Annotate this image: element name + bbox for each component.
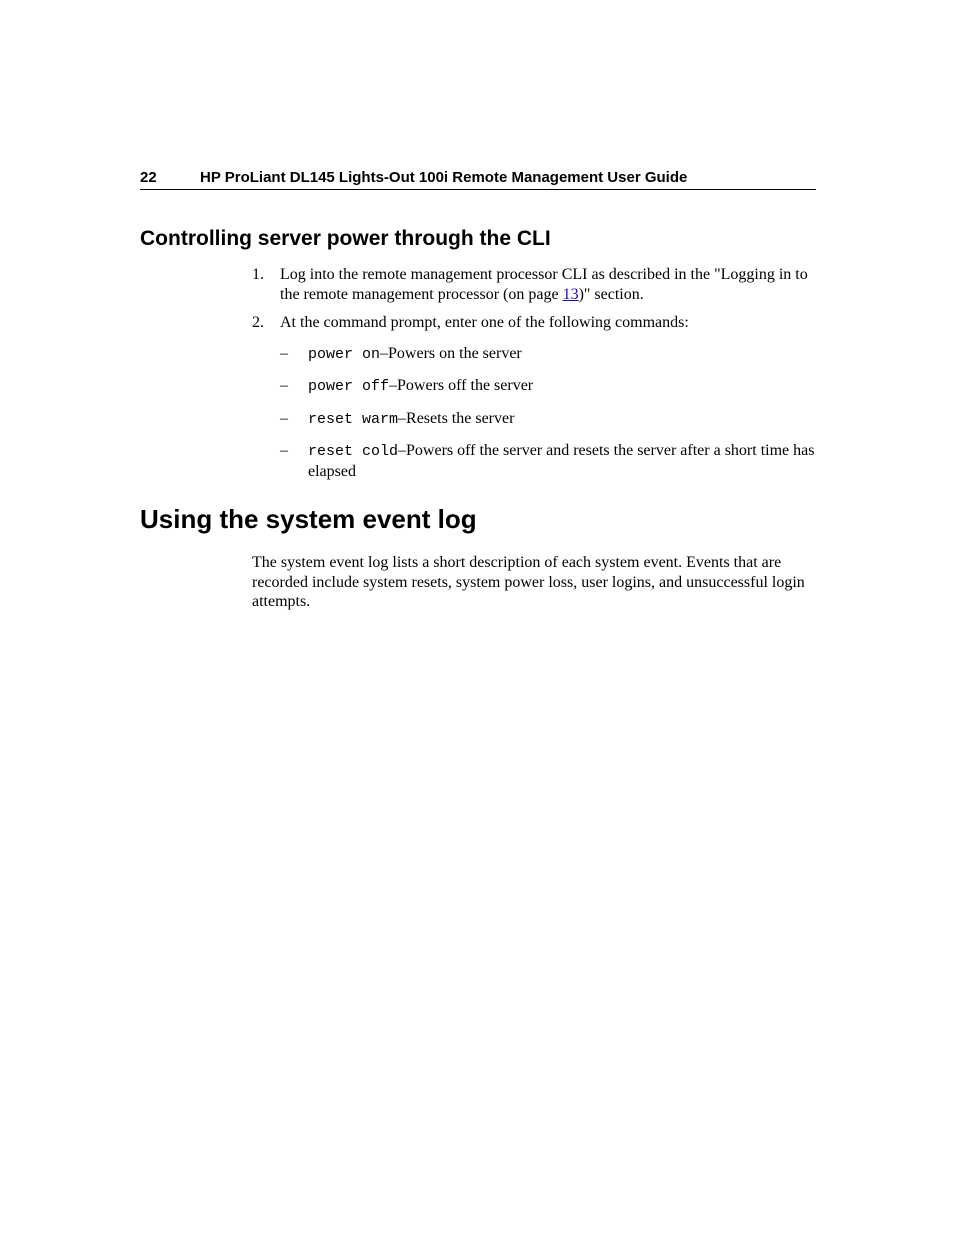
section-heading-event-log: Using the system event log	[140, 504, 477, 534]
step-text: Log into the remote management processor CLI as described in the "Logging in to the remote management processor (on page	[280, 266, 808, 303]
dash-bullet: –	[280, 377, 288, 394]
page-number: 22	[140, 169, 157, 186]
command-code: reset cold	[308, 443, 399, 460]
command-item	[280, 441, 822, 481]
command-item	[280, 409, 822, 430]
command-item	[280, 376, 822, 397]
running-header	[140, 168, 816, 190]
step-1	[252, 265, 822, 304]
command-description: –Powers on the server	[380, 344, 522, 362]
document-title: HP ProLiant DL145 Lights-Out 100i Remote Management User Guide	[200, 169, 688, 186]
dash-bullet: –	[280, 409, 288, 427]
dash-bullet: –	[280, 344, 288, 362]
command-code: power off	[308, 378, 390, 395]
step-number: 2.	[252, 314, 264, 331]
page-reference-link[interactable]: 13	[562, 285, 579, 303]
step-text-end: )" section.	[578, 285, 644, 303]
command-item	[280, 344, 822, 365]
command-description: –Resets the server	[398, 409, 515, 427]
section-heading-cli: Controlling server power through the CLI	[140, 227, 551, 250]
step-text: At the command prompt, enter one of the following commands:	[280, 314, 689, 331]
command-description: –Powers off the server	[389, 377, 534, 394]
step-number: 1.	[252, 266, 264, 283]
cli-steps-list	[252, 265, 822, 493]
dash-bullet: –	[280, 442, 288, 459]
event-log-paragraph: The system event log lists a short description of each system event. Events that are recorded include system resets, system power loss, user logins, and unsuccessful login attempts.	[252, 554, 805, 610]
command-description: –Powers off the server and resets the server after a short time has elapsed	[308, 442, 815, 480]
step-2	[252, 313, 822, 481]
command-list	[280, 344, 822, 482]
command-code: reset warm	[308, 410, 399, 428]
command-code: power on	[308, 345, 381, 363]
